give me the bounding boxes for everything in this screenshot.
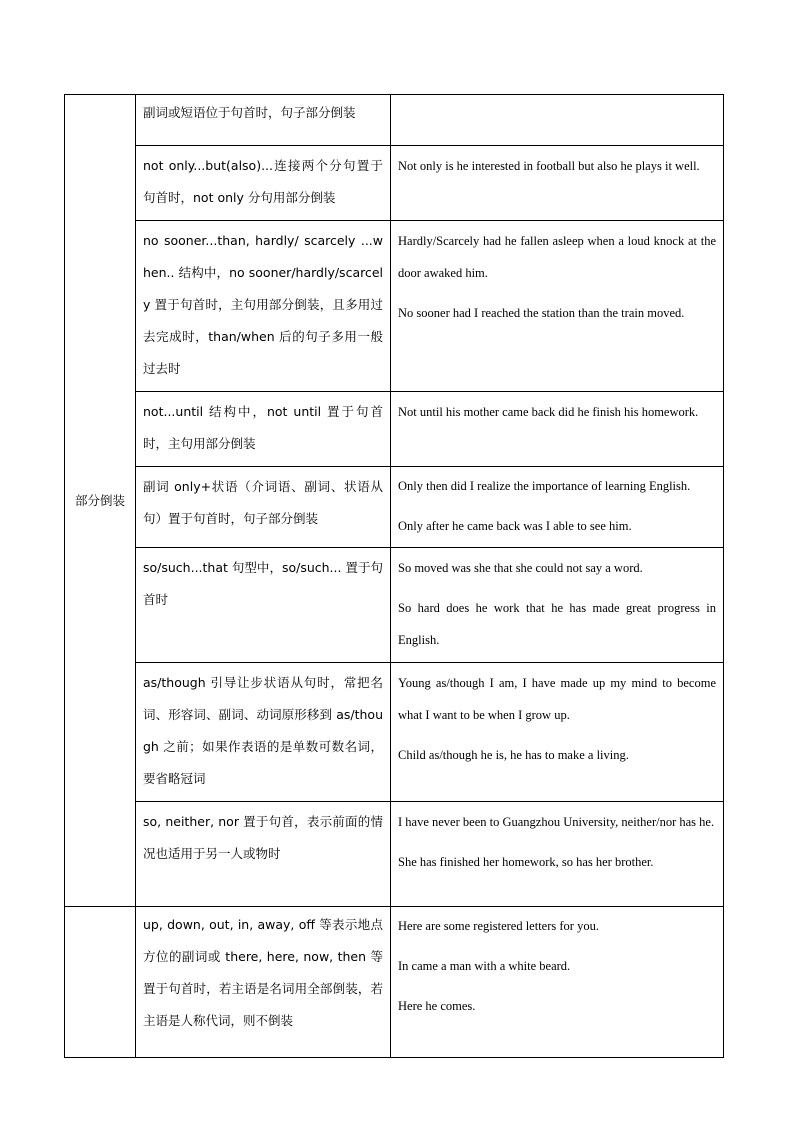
rule-cell [136,907,391,1058]
rule-text: 副词 only+状语（介词语、副词、状语从句）置于句首时，句子部分倒装 [143,479,383,526]
rule-text: not...until 结构中，not until 置于句首时，主句用部分倒装 [143,404,383,451]
table-row [65,95,724,146]
example-sentence: No sooner had I reached the station than the train moved. [398,306,685,320]
example-sentence: In came a man with a white beard. [398,959,571,973]
example-sentence: Here he comes. [398,999,476,1013]
category-label: 部分倒装 [74,492,125,508]
table-row [65,548,724,663]
example-sentence: So hard does he work that he has made great progress in English. [398,601,716,647]
category-cell-full-inversion [65,907,136,1058]
example-cell [391,467,724,548]
rule-text: 副词或短语位于句首时，句子部分倒装 [143,105,356,120]
table-row [65,392,724,467]
example-sentence: She has finished her homework, so has her brother. [398,855,654,869]
example-cell [391,95,724,146]
inversion-grammar-table [64,94,724,1058]
example-cell [391,802,724,907]
rule-text: not only...but(also)...连接两个分句置于句首时，not only 分句用部分倒装 [143,158,383,205]
rule-cell [136,663,391,802]
example-sentence: Child as/though he is, he has to make a living. [398,748,629,762]
example-cell [391,663,724,802]
rule-text: so/such...that 句型中，so/such... 置于句首时 [143,560,383,607]
rule-cell [136,392,391,467]
example-sentence: So moved was she that she could not say a word. [398,561,643,575]
example-sentence: Hardly/Scarcely had he fallen asleep when a loud knock at the door awaked him. [398,234,716,280]
example-sentence: Not until his mother came back did he finish his homework. [398,405,699,419]
table-row [65,146,724,221]
example-cell [391,548,724,663]
example-sentence: I have never been to Guangzhou University, neither/nor has he. [398,815,715,829]
rule-cell [136,802,391,907]
table-row [65,663,724,802]
category-cell-partial-inversion [65,95,136,907]
example-sentence: Young as/though I am, I have made up my mind to become what I want to be when I grow up. [398,676,716,722]
table-row [65,802,724,907]
rule-text: so, neither, nor 置于句首，表示前面的情况也适用于另一人或物时 [143,814,383,861]
rule-cell [136,467,391,548]
example-sentence: Not only is he interested in football but also he plays it well. [398,159,700,173]
example-cell [391,146,724,221]
rule-text: as/though 引导让步状语从句时，常把名词、形容词、副词、动词原形移到 as/though 之前；如果作表语的是单数可数名词，要省略冠词 [143,675,383,786]
table-row [65,907,724,1058]
rule-cell [136,221,391,392]
example-cell [391,392,724,467]
table-row [65,221,724,392]
example-sentence: Here are some registered letters for you. [398,919,599,933]
example-sentence: Only after he came back was I able to see him. [398,519,632,533]
example-cell [391,907,724,1058]
table-row [65,467,724,548]
rule-cell [136,95,391,146]
rule-text: no sooner...than, hardly/ scarcely ...when.. 结构中，no sooner/hardly/scarcely 置于句首时，主句用部分倒装，且多用过去完成时，than/when 后的句子多用一般过去时 [143,233,383,376]
rule-cell [136,548,391,663]
rule-text: up, down, out, in, away, off 等表示地点方位的副词或 there, here, now, then 等置于句首时，若主语是名词用全部倒装，若主语是人称代词，则不倒装 [143,917,383,1028]
example-cell [391,221,724,392]
rule-cell [136,146,391,221]
example-sentence: Only then did I realize the importance of learning English. [398,479,691,493]
